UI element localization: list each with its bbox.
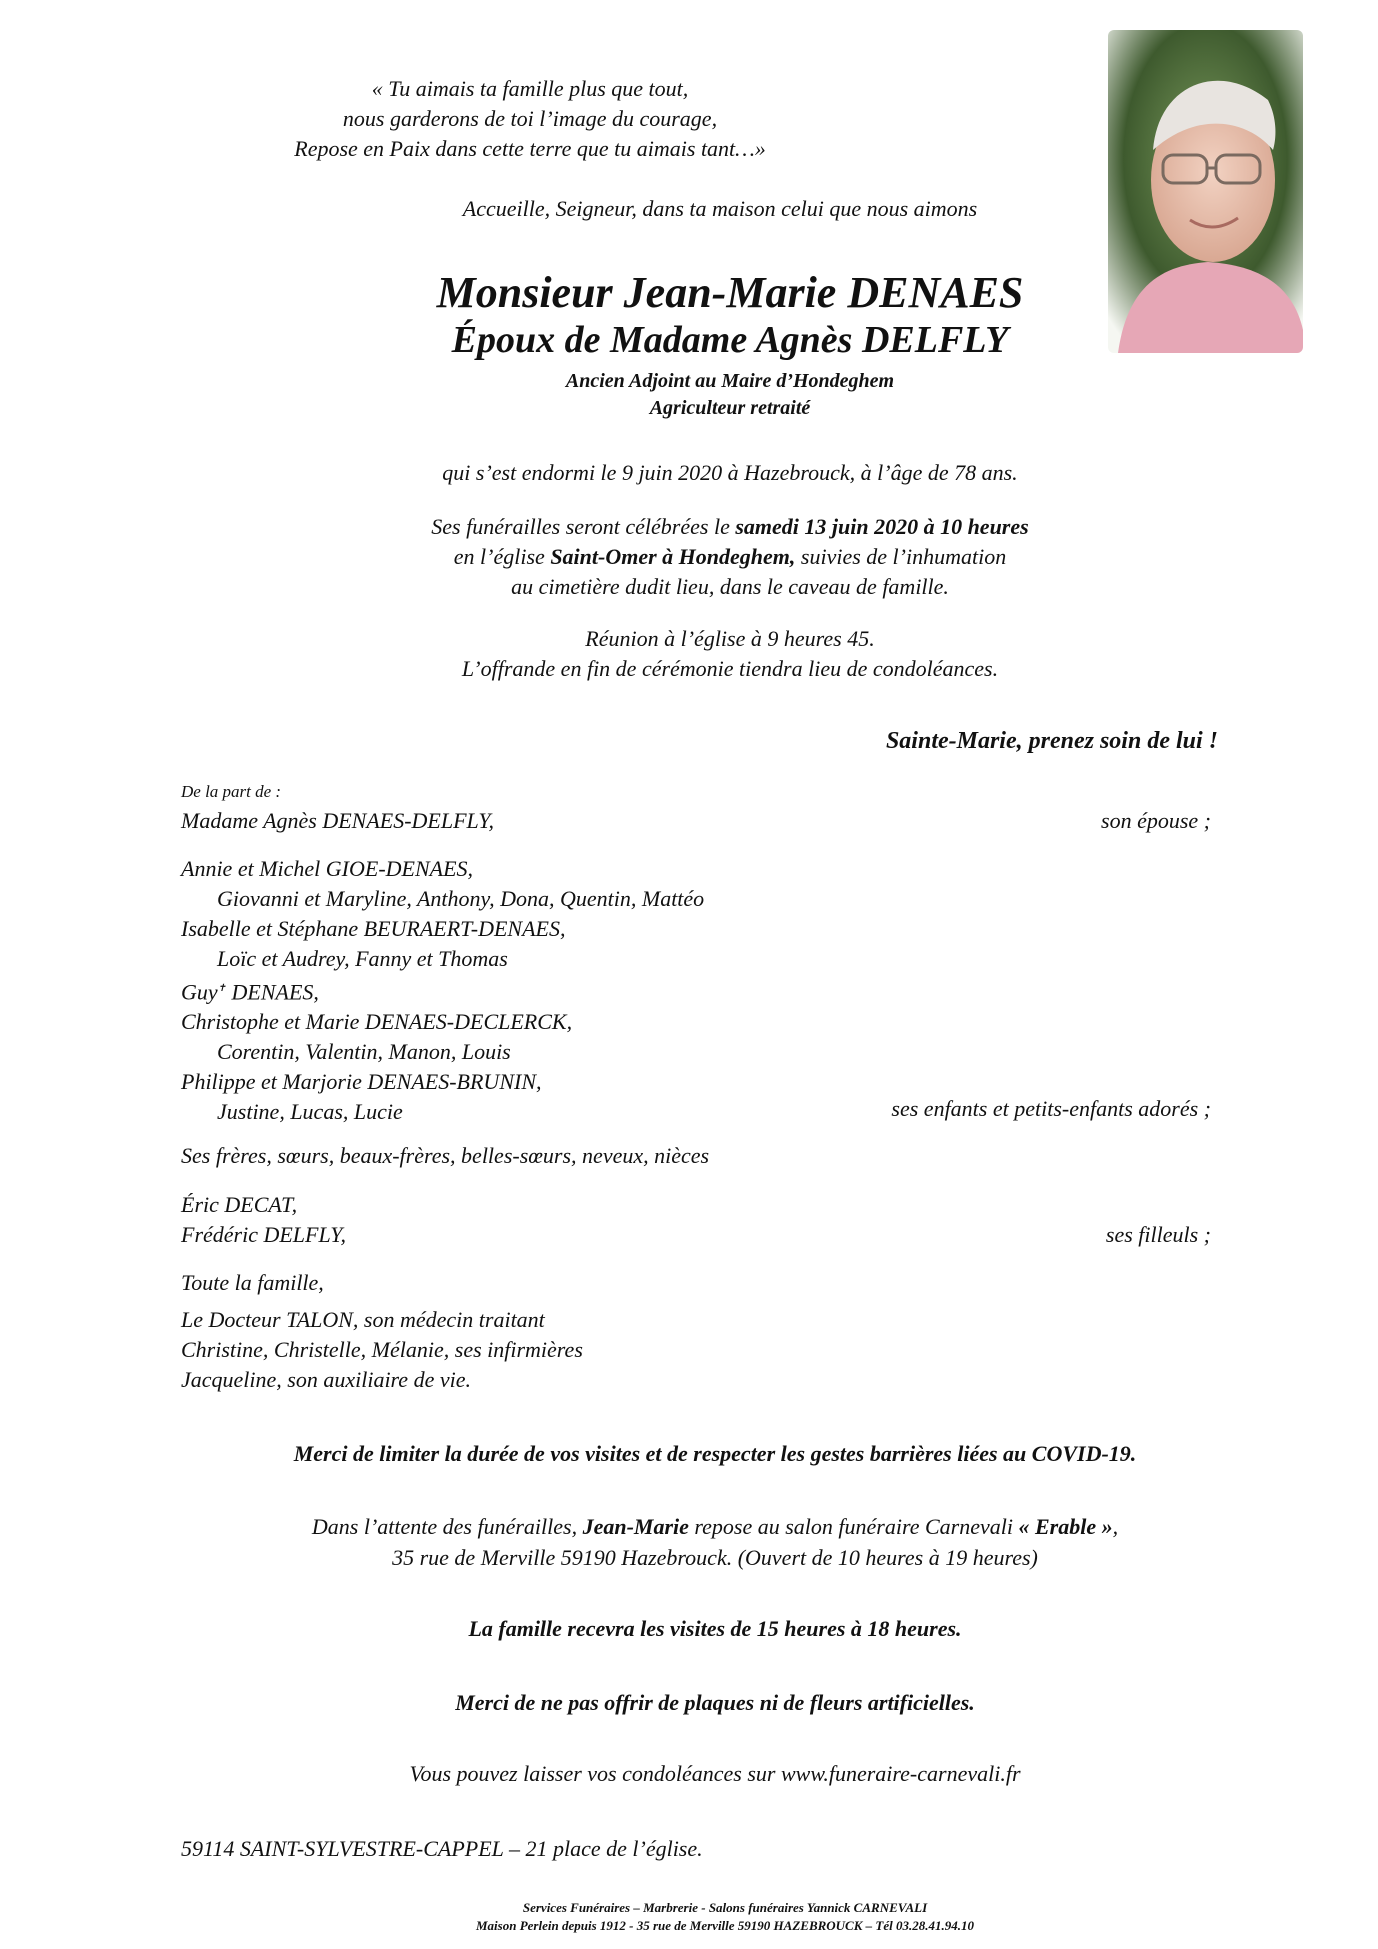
family-relation: ses enfants et petits-enfants adorés ; [891,1096,1211,1121]
salon-info: Dans l’attente des funérailles, Jean-Marie repose au salon funéraire Carnevali « Erable », 35 rue de Merville 59190 Hazebrouck. (Ouvert de 10 heures à 19 heures) [150,1511,1280,1573]
footer-line: Maison Perlein depuis 1912 - 35 rue de Merville 59190 HAZEBROUCK – Tél 03.28.41.94.10 [476,1918,974,1933]
deceased-name: Monsieur Jean-Marie DENAES [436,268,1024,317]
family-name: Annie et Michel GIOE-DENAES, [181,856,474,881]
condolences-notice: Vous pouvez laisser vos condoléances sur www.funeraire-carnevali.fr [409,1761,1021,1786]
cross-icon: ✝ [217,983,227,994]
family-relation: son épouse ; [1101,808,1211,833]
poem-line: « Tu aimais ta famille plus que tout, [371,76,689,101]
family-name: Ses frères, sœurs, beaux-frères, belles-sœurs, neveux, nièces [181,1143,710,1168]
care-team [181,1305,1211,1395]
poem [200,74,860,164]
family-intro: De la part de : [181,782,282,801]
family-grandchildren: Corentin, Valentin, Manon, Louis [217,1039,511,1065]
family-name: Philippe et Marjorie DENAES-BRUNIN, [181,1069,542,1095]
accueil-text: Accueille, Seigneur, dans ta maison celui que nous aimons [462,196,978,221]
salon-address: 35 rue de Merville 59190 Hazebrouck. (Ouvert de 10 heures à 19 heures) [392,1545,1038,1570]
footer-line: Services Funéraires – Marbrerie - Salons funéraires Yannick CARNEVALI [522,1900,928,1915]
role-line: Agriculteur retraité [649,397,811,419]
family-grandchildren: Loïc et Audrey, Fanny et Thomas [217,946,508,971]
deceased-spouse: Époux de Madame Agnès DELFLY [451,319,1009,361]
family-all [181,1268,1211,1298]
family-siblings [181,1141,1211,1171]
funeral-text: suivies de l’inhumation [795,544,1007,569]
family-name: Christophe et Marie DENAES-DECLERCK, [181,1009,573,1035]
family-address: 59114 SAINT-SYLVESTRE-CAPPEL – 21 place de l’église. [181,1836,703,1861]
family-children [181,854,1211,1127]
poem-line: Repose en Paix dans cette terre que tu aimais tant…» [294,136,766,161]
deceased-roles [250,368,1210,422]
plaques-notice: Merci de ne pas offrir de plaques ni de fleurs artificielles. [455,1690,975,1715]
reunion-line: Réunion à l’église à 9 heures 45. [585,626,875,651]
footer [200,1899,1250,1935]
family-grandchildren: Justine, Lucas, Lucie [217,1099,403,1125]
family-relation: ses filleuls ; [1105,1222,1211,1247]
role-line: Ancien Adjoint au Maire d’Hondeghem [565,370,895,392]
funeral-text: en l’église [453,544,551,569]
prayer: Sainte-Marie, prenez soin de lui ! [885,728,1218,754]
reunion-details [250,624,1210,684]
family-name: Madame Agnès DENAES-DELFLY, [181,808,495,833]
care-line: Jacqueline, son auxiliaire de vie. [181,1367,471,1392]
funeral-details [250,512,1210,602]
family-name: Guy✝ DENAES, [181,979,319,1005]
salon-room: « Erable » [1018,1514,1113,1539]
reunion-line: L’offrande en fin de cérémonie tiendra lieu de condoléances. [461,656,999,681]
funeral-date: samedi 13 juin 2020 à 10 heures [735,514,1029,539]
family-name: Toute la famille, [181,1270,324,1295]
poem-line: nous garderons de toi l’image du courage, [342,106,718,131]
family-name: Isabelle et Stéphane BEURAERT-DENAES, [181,916,566,941]
care-line: Christine, Christelle, Mélanie, ses infirmières [181,1337,583,1362]
funeral-text: au cimetière dudit lieu, dans le caveau de famille. [511,574,949,599]
covid-notice: Merci de limiter la durée de vos visites et de respecter les gestes barrières liées au COVID-19. [293,1441,1137,1466]
salon-name-first: Jean-Marie [582,1514,689,1539]
visits-notice: La famille recevra les visites de 15 heures à 18 heures. [468,1616,962,1641]
care-line: Le Docteur TALON, son médecin traitant [181,1307,545,1332]
funeral-text: Ses funérailles seront célébrées le [431,514,736,539]
family-name: Frédéric DELFLY, [181,1222,346,1247]
death-notice: qui s’est endormi le 9 juin 2020 à Hazebrouck, à l’âge de 78 ans. [442,460,1018,485]
funeral-church: Saint-Omer à Hondeghem, [550,544,796,569]
family-name: Éric DECAT, [181,1192,298,1217]
family-grandchildren: Giovanni et Maryline, Anthony, Dona, Quentin, Mattéo [217,886,705,911]
